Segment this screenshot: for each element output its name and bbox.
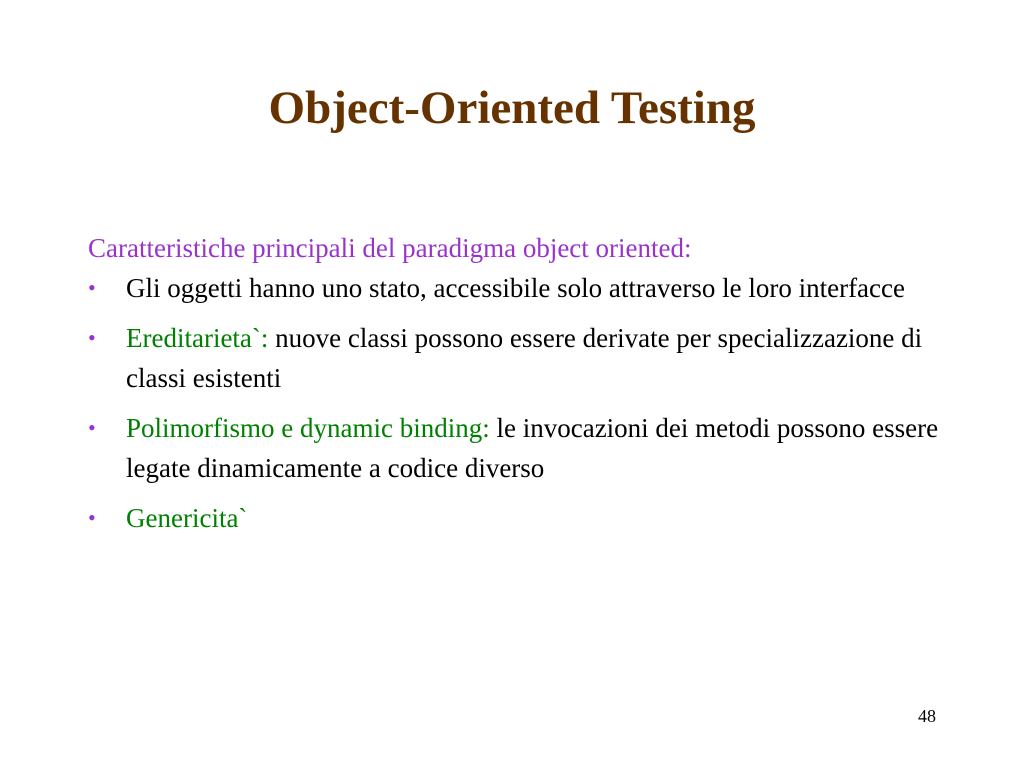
- page-number: 48: [918, 706, 936, 726]
- bullet-icon: •: [88, 505, 96, 530]
- bullet-item: [88, 498, 948, 538]
- slide-content: [88, 228, 948, 538]
- bullet-term: Genericita`: [126, 503, 248, 533]
- bullet-icon: •: [88, 275, 96, 300]
- bullet-item: [88, 268, 948, 308]
- bullet-text: le invocazioni dei metodi possono essere legate dinamicamente a codice diverso: [126, 413, 939, 483]
- bullet-term: Polimorfismo e dynamic binding:: [126, 413, 490, 443]
- slide-title: Object-Oriented Testing: [268, 82, 756, 134]
- bullet-text: Gli oggetti hanno uno stato, accessibile solo attraverso le loro interfacce: [126, 273, 905, 303]
- bullet-icon: •: [88, 325, 96, 350]
- bullet-item: [88, 408, 948, 488]
- bullet-icon: •: [88, 415, 96, 440]
- bullet-term: Ereditarieta`:: [126, 323, 269, 353]
- bullet-list: [88, 268, 948, 538]
- bullet-text: nuove classi possono essere derivate per specializzazione di classi esistenti: [126, 323, 923, 393]
- bullet-item: [88, 318, 948, 398]
- intro-text: Caratteristiche principali del paradigma object oriented:: [88, 233, 692, 263]
